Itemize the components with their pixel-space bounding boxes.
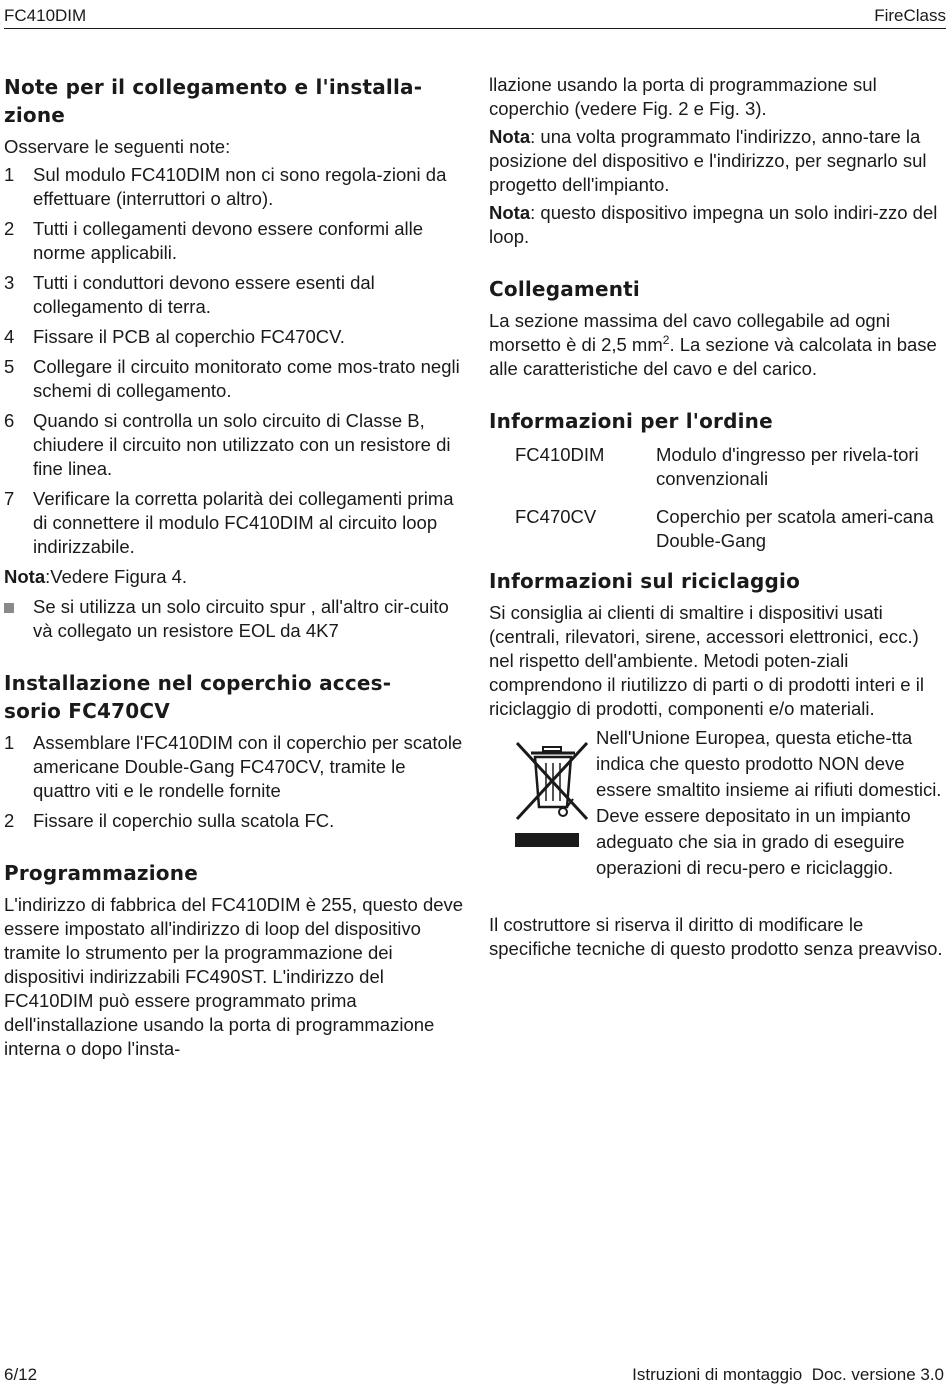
program-text: L'indirizzo di fabbrica del FC410DIM è 255, questo deve essere impostato all'indirizzo di loop del dispositivo tramite lo strumento per la programmazione dei dispositivi indirizzabili FC490ST. L'indirizzo del FC410DIM può essere programmato prima dell'installazione usando la porta di programmazione interna o dopo l'insta- xyxy=(4,894,464,1059)
list-item xyxy=(4,217,466,265)
nota-loop-label: Nota xyxy=(489,202,531,223)
order-description: Modulo d'ingresso per rivela-tori convenzionali xyxy=(656,444,919,489)
header-product: FC410DIM xyxy=(4,6,87,25)
list-item-text: Verificare la corretta polarità dei collegamenti prima di connettere il modulo FC410DIM al circuito loop indirizzabile. xyxy=(33,488,454,557)
order-table xyxy=(515,443,945,553)
collegamenti-heading: Collegamenti xyxy=(489,277,640,301)
list-item-text: Tutti i conduttori devono essere esenti dal collegamento di terra. xyxy=(33,272,375,317)
nota-loop-text: : questo dispositivo impegna un solo indiri-zzo del loop. xyxy=(489,202,938,247)
list-item-text: Fissare il coperchio sulla scatola FC. xyxy=(33,810,335,831)
list-item-number: 4 xyxy=(4,326,15,347)
header-brand: FireClass xyxy=(874,6,946,25)
bullet-square-icon xyxy=(4,595,33,643)
doc-version: Istruzioni di montaggio Doc. versione 3.0 xyxy=(632,1365,944,1384)
order-code: FC410DIM xyxy=(515,444,605,465)
program-heading: Programmazione xyxy=(4,861,198,885)
list-item xyxy=(4,271,466,319)
nota-loop xyxy=(489,201,945,249)
riciclaggio-heading: Informazioni sul riciclaggio xyxy=(489,569,801,593)
order-row xyxy=(515,443,945,491)
order-row xyxy=(515,505,945,553)
list-item-number: 6 xyxy=(4,410,15,431)
list-item-number: 5 xyxy=(4,356,15,377)
spur-bullet xyxy=(4,595,466,643)
notes-heading: Note per il collegamento e l'installa-zione xyxy=(4,75,423,127)
install-heading: Installazione nel coperchio acces-sorio FC470CV xyxy=(4,671,392,723)
list-item-text: Assemblare l'FC410DIM con il coperchio per scatole americane Double-Gang FC470CV, tramite le quattro viti e le rondelle fornite xyxy=(33,732,463,801)
list-item-text: Quando si controlla un solo circuito di Classe B, chiudere il circuito non utilizzato con un resistore di fine linea. xyxy=(33,410,451,479)
weee-text: Nell'Unione Europea, questa etiche-tta indica che questo prodotto NON deve essere smaltito insieme ai rifiuti domestici. Deve essere depositato in un impianto adeguato che sia in grado di eseguire operazioni di recu-pero e riciclaggio. xyxy=(596,727,942,878)
program-continued: llazione usando la porta di programmazione sul coperchio (vedere Fig. 2 e Fig. 3). xyxy=(489,74,877,119)
notes-intro: Osservare le seguenti note: xyxy=(4,136,231,157)
list-item-text: Tutti i collegamenti devono essere conformi alle norme applicabili. xyxy=(33,218,424,263)
list-item-number: 1 xyxy=(4,164,15,185)
list-item-text: Collegare il circuito monitorato come mos-trato negli schemi di collegamento. xyxy=(33,356,460,401)
collegamenti-text-b: . La sezione và calcolata in base alle caratteristiche del cavo e del carico. xyxy=(489,334,937,379)
left-column xyxy=(4,73,466,1061)
list-item-text: Sul modulo FC410DIM non ci sono regola-zioni da effettuare (interruttori o altro). xyxy=(33,164,447,209)
weee-bin-icon xyxy=(489,725,596,881)
nota-text: :Vedere Figura 4. xyxy=(45,566,188,587)
list-item xyxy=(4,325,466,349)
list-item xyxy=(4,163,466,211)
list-item xyxy=(4,409,466,481)
collegamenti-text-a: La sezione massima del cavo collegabile ad ogni morsetto è di 2,5 mm xyxy=(489,310,891,355)
list-item-number: 3 xyxy=(4,272,15,293)
list-item-text: Fissare il PCB al coperchio FC470CV. xyxy=(33,326,345,347)
list-item-number: 7 xyxy=(4,488,15,509)
riciclaggio-text: Si consiglia ai clienti di smaltire i dispositivi usati (centrali, rilevatori, sirene, accessori elettronici, ecc.) nel rispetto dell'ambiente. Metodi poten-ziali comprendono il riutilizzo di parti o di prodotti interi e il riciclaggio di prodotti, componenti e/o materiali. xyxy=(489,602,924,719)
collegamenti-text xyxy=(489,309,945,381)
order-description: Coperchio per scatola ameri-cana Double-Gang xyxy=(656,506,934,551)
list-item-number: 2 xyxy=(4,810,15,831)
nota-address-label: Nota xyxy=(489,126,531,147)
list-item xyxy=(4,809,466,833)
list-item xyxy=(4,355,466,403)
notes-list xyxy=(4,163,466,559)
header-rule xyxy=(4,28,946,29)
nota-label: Nota xyxy=(4,566,46,587)
list-item-number: 1 xyxy=(4,732,15,753)
right-column xyxy=(489,73,945,961)
list-item xyxy=(4,731,466,803)
disclaimer-text: Il costruttore si riserva il diritto di modificare le specifiche tecniche di questo prodotto senza preavviso. xyxy=(489,914,943,959)
order-code: FC470CV xyxy=(515,506,597,527)
page-number: 6/12 xyxy=(4,1365,38,1384)
nota-figure xyxy=(4,565,466,589)
nota-address-text: : una volta programmato l'indirizzo, anno-tare la posizione del dispositivo e l'indirizzo, per segnarlo sul progetto dell'impianto. xyxy=(489,126,927,195)
weee-block xyxy=(489,725,945,881)
spur-bullet-text: Se si utilizza un solo circuito spur , all'altro cir-cuito và collegato un resistore EOL da 4K7 xyxy=(33,596,449,641)
list-item-number: 2 xyxy=(4,218,15,239)
ordine-heading: Informazioni per l'ordine xyxy=(489,409,773,433)
nota-address xyxy=(489,125,945,197)
page-header xyxy=(4,6,946,28)
list-item xyxy=(4,487,466,559)
install-list xyxy=(4,731,466,833)
collegamenti-sup: 2 xyxy=(662,332,670,347)
